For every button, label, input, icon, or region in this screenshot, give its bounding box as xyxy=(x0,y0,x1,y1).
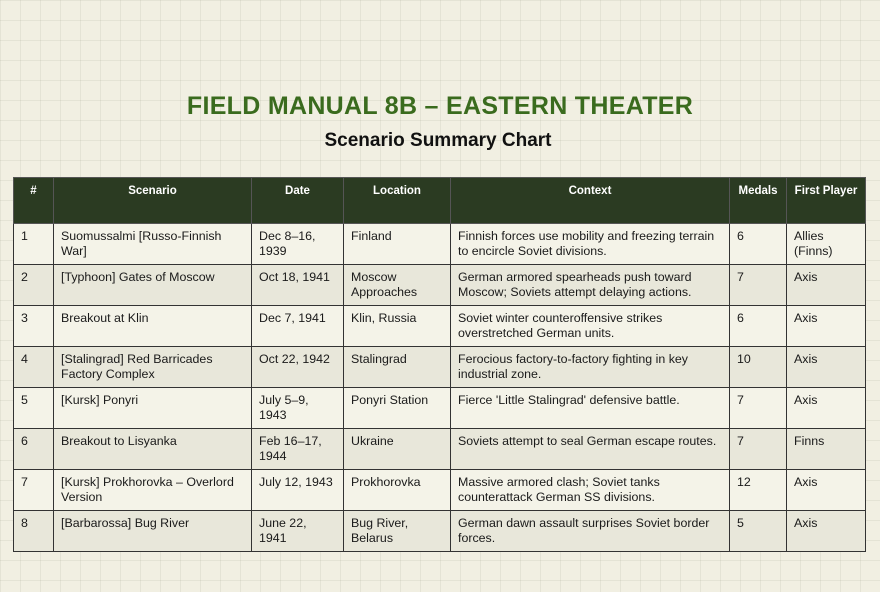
table-row xyxy=(14,265,866,306)
cell-date: Oct 18, 1941 xyxy=(252,265,344,306)
page-title: FIELD MANUAL 8B – EASTERN THEATER xyxy=(186,92,694,120)
table-row xyxy=(14,306,866,347)
cell-number: 7 xyxy=(14,470,54,511)
column-header-context: Context xyxy=(451,178,730,224)
cell-first-player: Axis xyxy=(787,347,866,388)
cell-context: Soviets attempt to seal German escape routes. xyxy=(451,429,730,470)
cell-scenario: Breakout to Lisyanka xyxy=(54,429,252,470)
cell-first-player: Allies (Finns) xyxy=(787,224,866,265)
table-header-row xyxy=(14,178,866,224)
cell-date: Dec 7, 1941 xyxy=(252,306,344,347)
cell-date: Dec 8–16, 1939 xyxy=(252,224,344,265)
table-row xyxy=(14,224,866,265)
cell-medals: 5 xyxy=(730,511,787,552)
cell-first-player: Axis xyxy=(787,388,866,429)
cell-context: Ferocious factory-to-factory fighting in key industrial zone. xyxy=(451,347,730,388)
table-row xyxy=(14,429,866,470)
cell-location: Prokhorovka xyxy=(344,470,451,511)
table-row xyxy=(14,388,866,429)
cell-medals: 7 xyxy=(730,429,787,470)
column-header-date: Date xyxy=(252,178,344,224)
cell-number: 4 xyxy=(14,347,54,388)
cell-date: Oct 22, 1942 xyxy=(252,347,344,388)
cell-context: Soviet winter counteroffensive strikes overstretched German units. xyxy=(451,306,730,347)
cell-location: Bug River, Belarus xyxy=(344,511,451,552)
cell-first-player: Axis xyxy=(787,511,866,552)
cell-number: 8 xyxy=(14,511,54,552)
cell-context: Massive armored clash; Soviet tanks counterattack German SS divisions. xyxy=(451,470,730,511)
cell-number: 2 xyxy=(14,265,54,306)
cell-context: German armored spearheads push toward Moscow; Soviets attempt delaying actions. xyxy=(451,265,730,306)
cell-first-player: Finns xyxy=(787,429,866,470)
cell-location: Ukraine xyxy=(344,429,451,470)
cell-scenario: [Kursk] Ponyri xyxy=(54,388,252,429)
cell-location: Moscow Approaches xyxy=(344,265,451,306)
scenario-summary-table xyxy=(13,177,866,552)
table-row xyxy=(14,511,866,552)
cell-medals: 7 xyxy=(730,265,787,306)
cell-date: Feb 16–17, 1944 xyxy=(252,429,344,470)
cell-scenario: [Stalingrad] Red Barricades Factory Complex xyxy=(54,347,252,388)
cell-location: Klin, Russia xyxy=(344,306,451,347)
cell-first-player: Axis xyxy=(787,306,866,347)
cell-location: Finland xyxy=(344,224,451,265)
cell-number: 6 xyxy=(14,429,54,470)
cell-number: 3 xyxy=(14,306,54,347)
cell-scenario: [Typhoon] Gates of Moscow xyxy=(54,265,252,306)
cell-date: July 12, 1943 xyxy=(252,470,344,511)
page-subtitle: Scenario Summary Chart xyxy=(324,130,552,151)
cell-medals: 12 xyxy=(730,470,787,511)
cell-number: 1 xyxy=(14,224,54,265)
cell-location: Ponyri Station xyxy=(344,388,451,429)
table-row xyxy=(14,470,866,511)
cell-medals: 6 xyxy=(730,306,787,347)
cell-first-player: Axis xyxy=(787,265,866,306)
cell-number: 5 xyxy=(14,388,54,429)
cell-first-player: Axis xyxy=(787,470,866,511)
cell-medals: 10 xyxy=(730,347,787,388)
column-header-scenario: Scenario xyxy=(54,178,252,224)
cell-scenario: Breakout at Klin xyxy=(54,306,252,347)
cell-scenario: [Kursk] Prokhorovka – Overlord Version xyxy=(54,470,252,511)
cell-context: Fierce 'Little Stalingrad' defensive battle. xyxy=(451,388,730,429)
table-row xyxy=(14,347,866,388)
cell-date: July 5–9, 1943 xyxy=(252,388,344,429)
cell-scenario: [Barbarossa] Bug River xyxy=(54,511,252,552)
cell-context: German dawn assault surprises Soviet border forces. xyxy=(451,511,730,552)
cell-scenario: Suomussalmi [Russo-Finnish War] xyxy=(54,224,252,265)
column-header-location: Location xyxy=(344,178,451,224)
cell-context: Finnish forces use mobility and freezing terrain to encircle Soviet divisions. xyxy=(451,224,730,265)
column-header-number: # xyxy=(14,178,54,224)
column-header-first-player: First Player xyxy=(787,178,866,224)
cell-medals: 7 xyxy=(730,388,787,429)
column-header-medals: Medals xyxy=(730,178,787,224)
cell-location: Stalingrad xyxy=(344,347,451,388)
cell-medals: 6 xyxy=(730,224,787,265)
cell-date: June 22, 1941 xyxy=(252,511,344,552)
